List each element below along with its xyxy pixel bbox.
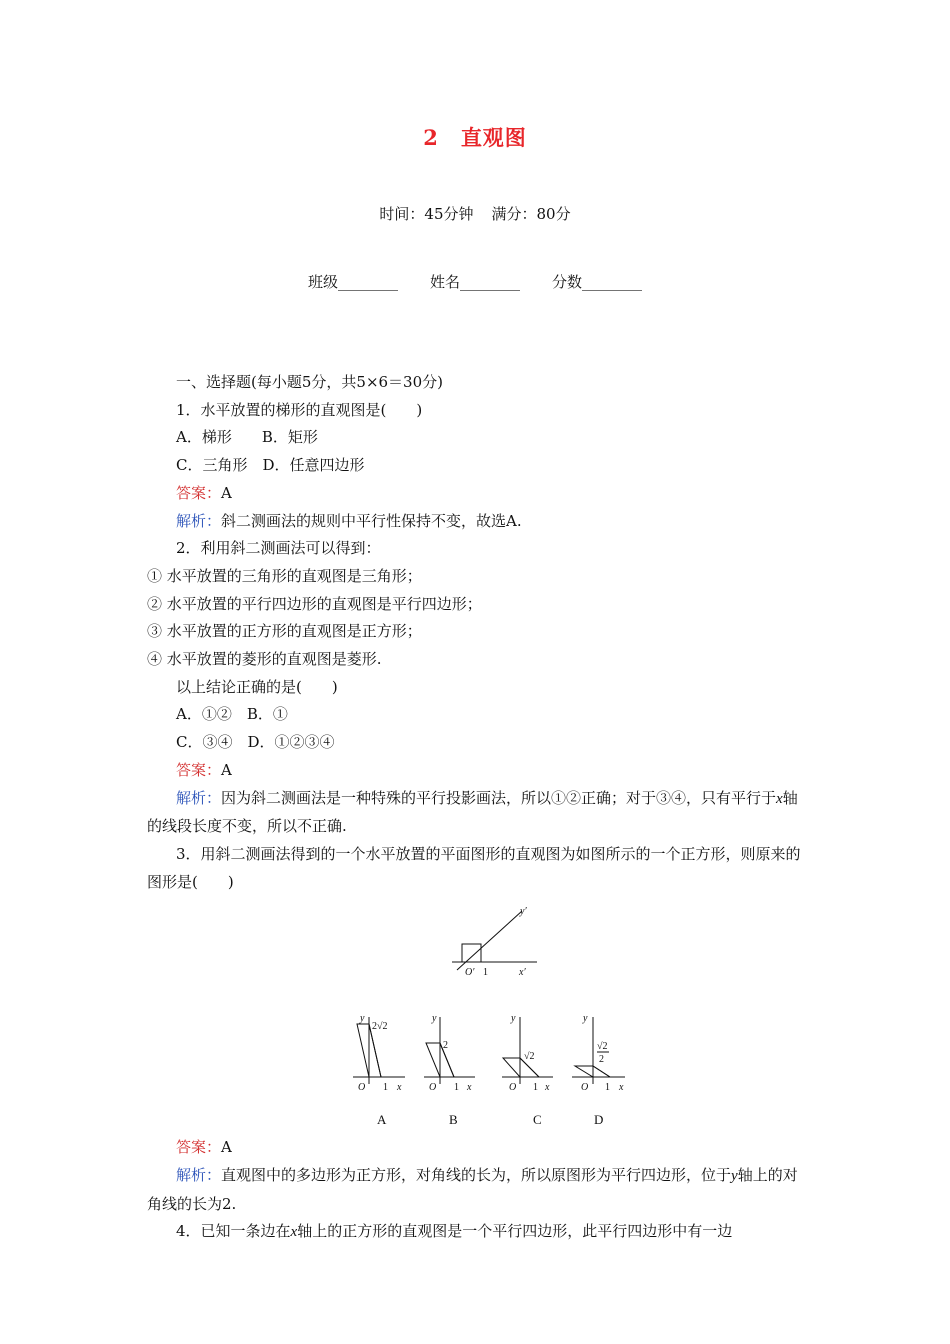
q1-answer — [147, 480, 807, 508]
svg-text:x: x — [467, 1082, 472, 1094]
q1-explain-text: 斜二测画法的规则中平行性保持不变，故选A. — [221, 511, 522, 530]
svg-text:y: y — [583, 1013, 588, 1025]
q2-options-cd: C．③④ D．①②③④ — [176, 733, 335, 752]
answer-label: 答案： — [176, 1138, 222, 1157]
option-c-figure — [502, 1013, 553, 1127]
svg-text:x: x — [397, 1082, 402, 1094]
q2-item-3: ③ 水平放置的正方形的直观图是正方形； — [147, 622, 422, 641]
top-x-label: x′ — [519, 967, 526, 979]
q3-answer-value: A — [221, 1138, 232, 1157]
label-b: 2 — [443, 1040, 448, 1052]
q2-answer — [147, 757, 807, 785]
q2-explain-var: x — [776, 790, 783, 807]
svg-text:y: y — [432, 1013, 437, 1025]
top-y-label: y′ — [520, 906, 527, 918]
q1-options-ab: A．梯形 B．矩形 — [176, 428, 318, 447]
oblique-square-figure — [452, 906, 537, 978]
q3-explain-a: 直观图中的多边形为正方形，对角线的长为，所以原图形为平行四边形，位于 — [221, 1166, 732, 1185]
q3-explain — [147, 1162, 807, 1218]
option-b-figure — [424, 1013, 475, 1127]
option-a-figure — [353, 1013, 405, 1127]
label-d-den: 2 — [599, 1054, 604, 1066]
q1-explain — [147, 508, 807, 536]
svg-text:y: y — [511, 1013, 516, 1025]
q2-explain-b: 轴的线段长度不变，所以不正确. — [147, 788, 798, 836]
q3-stem: 3．用斜二测画法得到的一个水平放置的平面图形的直观图为如图所示的一个正方形，则原来的图形是( ) — [147, 844, 801, 891]
answer-label: 答案： — [176, 483, 222, 502]
q2-ask: 以上结论正确的是( ) — [176, 677, 338, 696]
lesson-title: 直观图 — [460, 125, 527, 150]
q2-options-ab: A．①② B．① — [176, 705, 288, 724]
svg-text:x: x — [619, 1082, 624, 1094]
class-field[interactable]: 班级________ — [307, 273, 398, 291]
top-origin-label: O′ — [465, 967, 475, 979]
option-b-letter: B — [449, 1112, 458, 1128]
svg-text:O: O — [581, 1082, 589, 1094]
q2-explain — [147, 785, 807, 841]
q3-figure — [147, 896, 807, 1134]
answer-label: 答案： — [176, 760, 222, 779]
svg-text:O: O — [429, 1082, 437, 1094]
q1-answer-value: A — [221, 483, 232, 502]
full-score: 满分：80分 — [491, 205, 571, 223]
exam-meta — [0, 203, 950, 224]
q2-item-2: ② 水平放置的平行四边形的直观图是平行四边形； — [147, 594, 482, 613]
name-field[interactable]: 姓名________ — [429, 273, 520, 291]
top-one-label: 1 — [483, 967, 488, 979]
q1-options-cd: C．三角形 D．任意四边形 — [176, 456, 365, 475]
svg-text:O: O — [509, 1082, 517, 1094]
top-square — [462, 944, 481, 962]
svg-text:1: 1 — [533, 1082, 538, 1094]
option-c-letter: C — [533, 1112, 542, 1128]
q2-answer-value: A — [221, 760, 232, 779]
svg-text:1: 1 — [605, 1082, 610, 1094]
explain-label: 解析： — [176, 511, 222, 530]
q3-explain-b: 轴上的对角线的长为2. — [147, 1166, 798, 1213]
question-body — [147, 369, 807, 1247]
label-c: √2 — [524, 1051, 535, 1063]
q4-stem-var: x — [290, 1224, 298, 1241]
q2-item-1: ① 水平放置的三角形的直观图是三角形； — [147, 566, 422, 585]
q2-stem: 2．利用斜二测画法可以得到： — [176, 539, 381, 558]
student-fields — [0, 271, 950, 292]
q3-explain-var: y — [731, 1168, 738, 1185]
q3-answer — [147, 1134, 807, 1162]
option-d-letter: D — [594, 1112, 604, 1128]
q2-item-4: ④ 水平放置的菱形的直观图是菱形. — [147, 650, 382, 669]
page-title — [0, 122, 950, 152]
option-a-letter: A — [377, 1112, 387, 1128]
time-limit: 时间：45分钟 — [379, 205, 474, 223]
svg-text:y: y — [360, 1013, 365, 1025]
label-d-num: √2 — [597, 1041, 608, 1053]
q4-stem: 4．已知一条边在x轴上的正方形的直观图是一个平行四边形，此平行四边形中有一边 — [176, 1222, 733, 1241]
svg-text:x: x — [545, 1082, 550, 1094]
section-heading: 一、选择题(每小题5分，共5×6＝30分) — [176, 373, 443, 391]
svg-text:1: 1 — [383, 1082, 388, 1094]
explain-label: 解析： — [176, 1166, 222, 1185]
svg-text:1: 1 — [454, 1082, 459, 1094]
option-d-figure — [572, 1013, 625, 1127]
score-field[interactable]: 分数________ — [552, 273, 643, 291]
label-a: 2√2 — [372, 1021, 388, 1033]
svg-text:O: O — [358, 1082, 366, 1094]
lesson-number: 2 — [423, 125, 439, 150]
top-y-axis — [457, 911, 522, 970]
q2-explain-a: 因为斜二测画法是一种特殊的平行投影画法，所以①②正确；对于③④，只有平行于 — [221, 788, 777, 807]
q1-stem: 1．水平放置的梯形的直观图是( ) — [176, 400, 423, 419]
explain-label: 解析： — [176, 788, 222, 807]
